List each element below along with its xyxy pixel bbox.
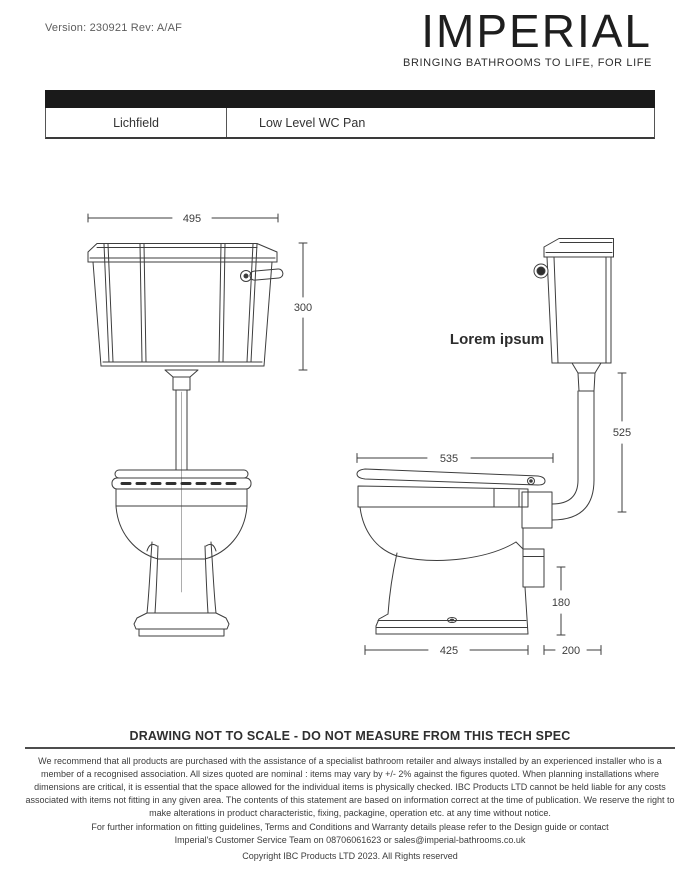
product-table-header-bar xyxy=(45,90,655,108)
dimension-cistern-height xyxy=(294,243,312,370)
dimension-flush-pipe-height xyxy=(613,373,631,512)
technical-drawing xyxy=(0,145,700,725)
copyright-text: Copyright IBC Products LTD 2023. All Rights reserved xyxy=(242,851,458,861)
dimension-outlet-projection xyxy=(544,645,601,657)
version-note: Version: 230921 Rev: A/AF xyxy=(45,22,183,34)
further-info-text: For further information on fitting guidelines, Terms and Conditions and Warranty details please refer to the Design guide or contact Imperial's Customer Service Team on 08706061623 or sales@imperial-bathrooms.co.uk xyxy=(91,822,609,845)
dimension-pan-depth-label: 535 xyxy=(439,453,459,465)
dimension-outlet-height-label: 180 xyxy=(551,597,571,609)
front-view-drawing xyxy=(88,244,283,637)
dimension-flush-pipe-height-label: 525 xyxy=(612,427,632,439)
product-range-cell: Lichfield xyxy=(46,108,227,137)
disclaimer-text: We recommend that all products are purchased with the assistance of a specialist bathroom retailer and always installed by an experienced installer who is a member of a recognised association. All sizes quoted are nominal : items may vary by +/- 2% against the figures quoted. When planning installations where dimensions are critical, it is essential that the space allowed for the individual items is physically checked. IBC Products LTD cannot be held liable for any costs associated with items not fitting in any given area. The contents of this statement are based on information correct at the time of publication. We reserve the right to make alterations in product characteristic, fixing, packagine, operation etc. at any time without notice. xyxy=(25,756,675,818)
product-table xyxy=(45,90,655,139)
dimension-cistern-height-label: 300 xyxy=(293,302,313,314)
dimension-base-depth-label: 425 xyxy=(439,645,459,657)
dimension-outlet-height xyxy=(552,567,570,635)
dimension-cistern-width xyxy=(88,213,278,225)
product-table-row xyxy=(45,108,655,139)
footer-divider xyxy=(25,747,675,749)
dimension-outlet-projection-label: 200 xyxy=(561,645,581,657)
technical-drawing-svg xyxy=(0,145,700,725)
side-view-drawing xyxy=(357,239,614,635)
flush-lever-front xyxy=(241,269,284,282)
dimension-cistern-width-label: 495 xyxy=(182,213,202,225)
flush-lever-side xyxy=(534,264,548,278)
dimension-base-depth xyxy=(365,645,528,657)
product-description-cell: Low Level WC Pan xyxy=(259,115,366,130)
brand-logo: IMPERIAL xyxy=(421,5,652,57)
drawing-note: Lorem ipsum xyxy=(449,331,545,348)
brand-block xyxy=(403,6,652,69)
brand-tagline: BRINGING BATHROOMS TO LIFE, FOR LIFE xyxy=(403,57,652,69)
dimension-pan-depth xyxy=(357,453,553,465)
not-to-scale-warning: DRAWING NOT TO SCALE - DO NOT MEASURE FROM THIS TECH SPEC xyxy=(129,729,571,743)
